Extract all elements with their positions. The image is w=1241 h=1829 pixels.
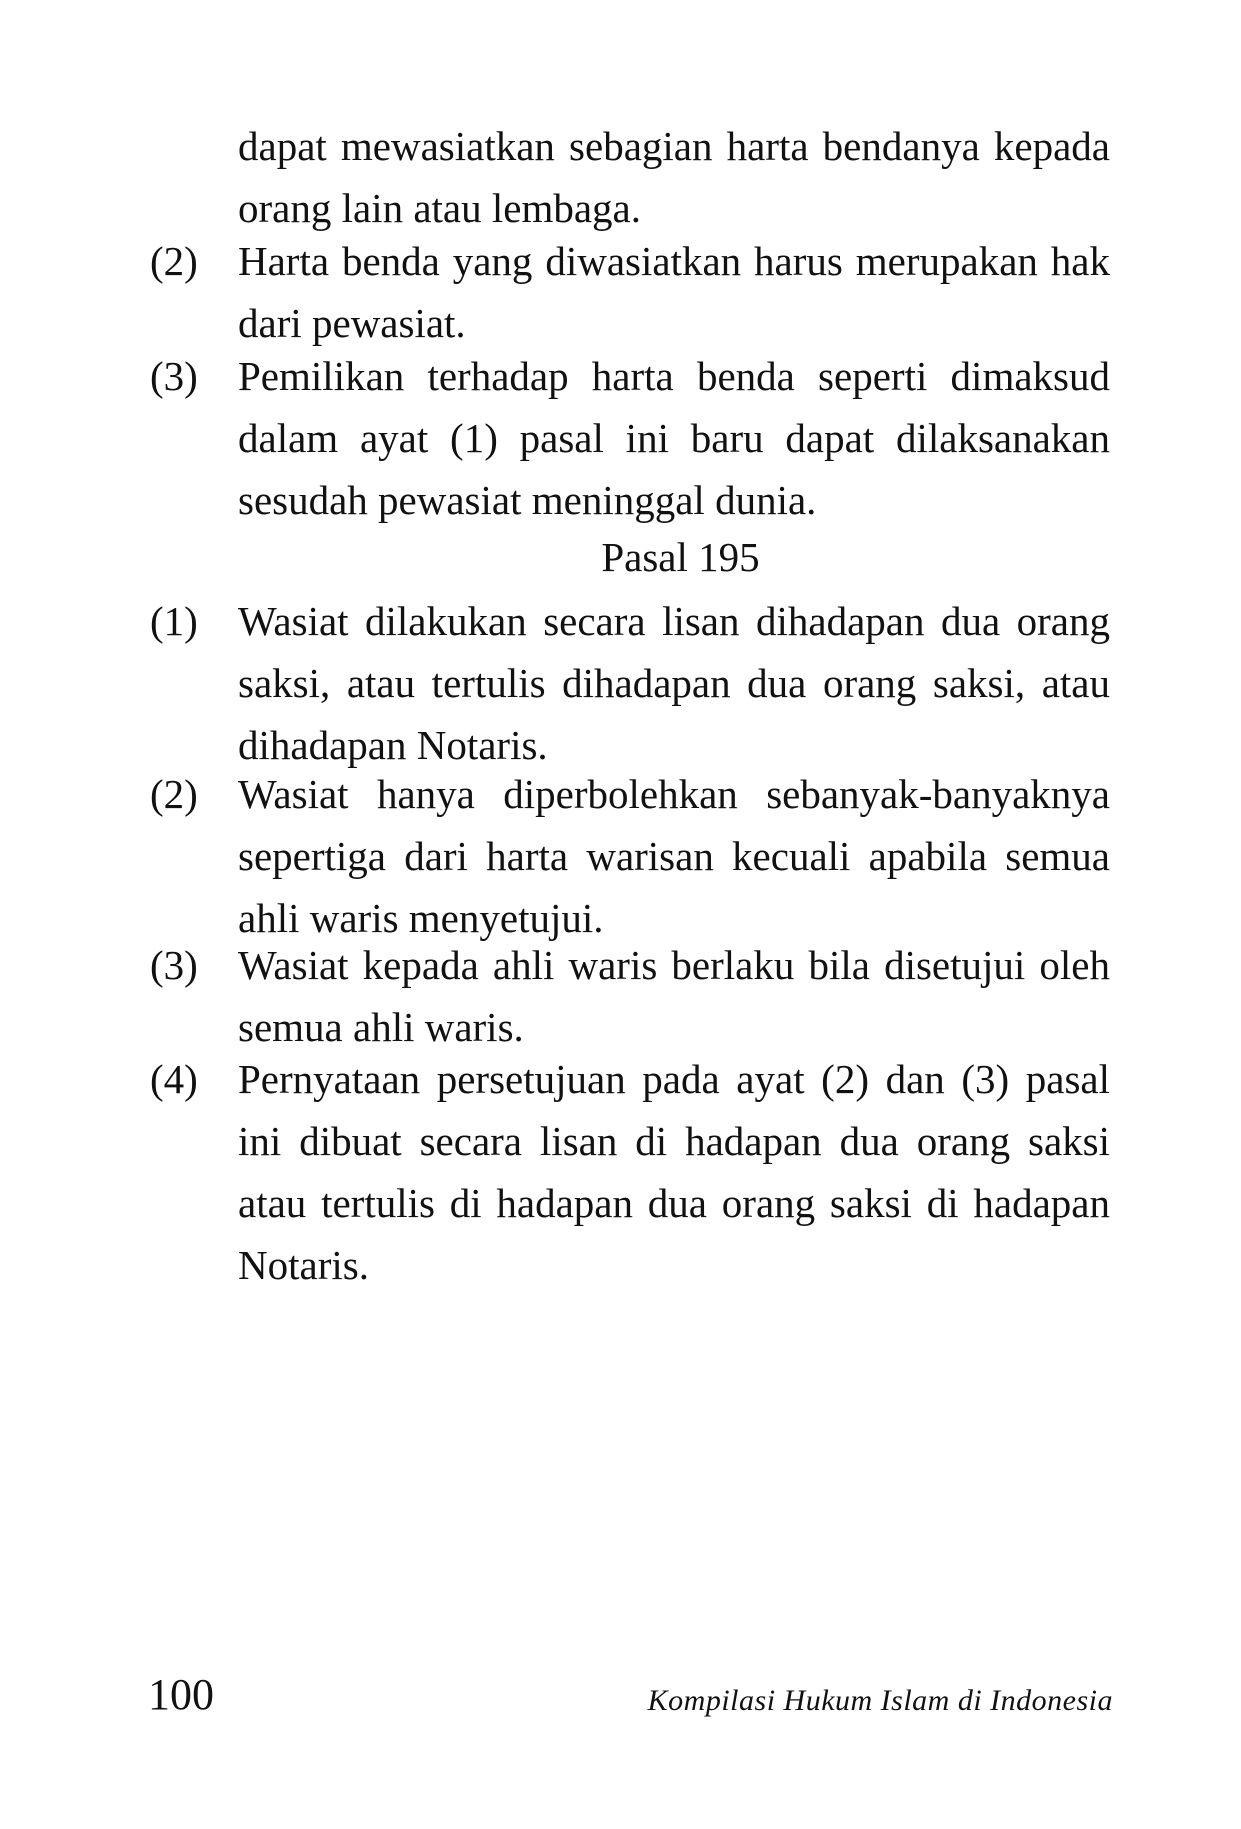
running-footer-title: Kompilasi Hukum Islam di Indonesia [647, 1684, 1113, 1717]
section-heading: Pasal 195 [601, 534, 760, 580]
item-text: Wasiat hanya diperbolehkan sebanyak-banyaknya sepertiga dari harta warisan kecuali apabila semua ahli waris menyetujui. [238, 771, 1110, 941]
item-number: (1) [150, 598, 198, 644]
item-number: (2) [150, 771, 198, 817]
item-text: Wasiat dilakukan secara lisan dihadapan dua orang saksi, atau tertulis dihadapan dua orang saksi, atau dihadapan Notaris. [238, 598, 1110, 768]
item-number: (3) [150, 353, 198, 399]
item-text: Pemilikan terhadap harta benda seperti dimaksud dalam ayat (1) pasal ini baru dapat dilaksanakan sesudah pewasiat meninggal dunia. [238, 353, 1110, 523]
item-number: (4) [150, 1056, 198, 1102]
item-number: (3) [150, 942, 198, 988]
item-text: Harta benda yang diwasiatkan harus merupakan hak dari pewasiat. [238, 238, 1110, 346]
item-text: Wasiat kepada ahli waris berlaku bila disetujui oleh semua ahli waris. [238, 942, 1110, 1050]
item-number: (2) [150, 238, 198, 284]
item-text: Pernyataan persetujuan pada ayat (2) dan (3) pasal ini dibuat secara lisan di hadapan dua orang saksi atau tertulis di hadapan dua orang saksi di hadapan Notaris. [238, 1056, 1110, 1288]
continuation-paragraph: dapat mewasiatkan sebagian harta bendanya kepada orang lain atau lembaga. [238, 123, 1110, 231]
page-number: 100 [148, 1670, 214, 1719]
